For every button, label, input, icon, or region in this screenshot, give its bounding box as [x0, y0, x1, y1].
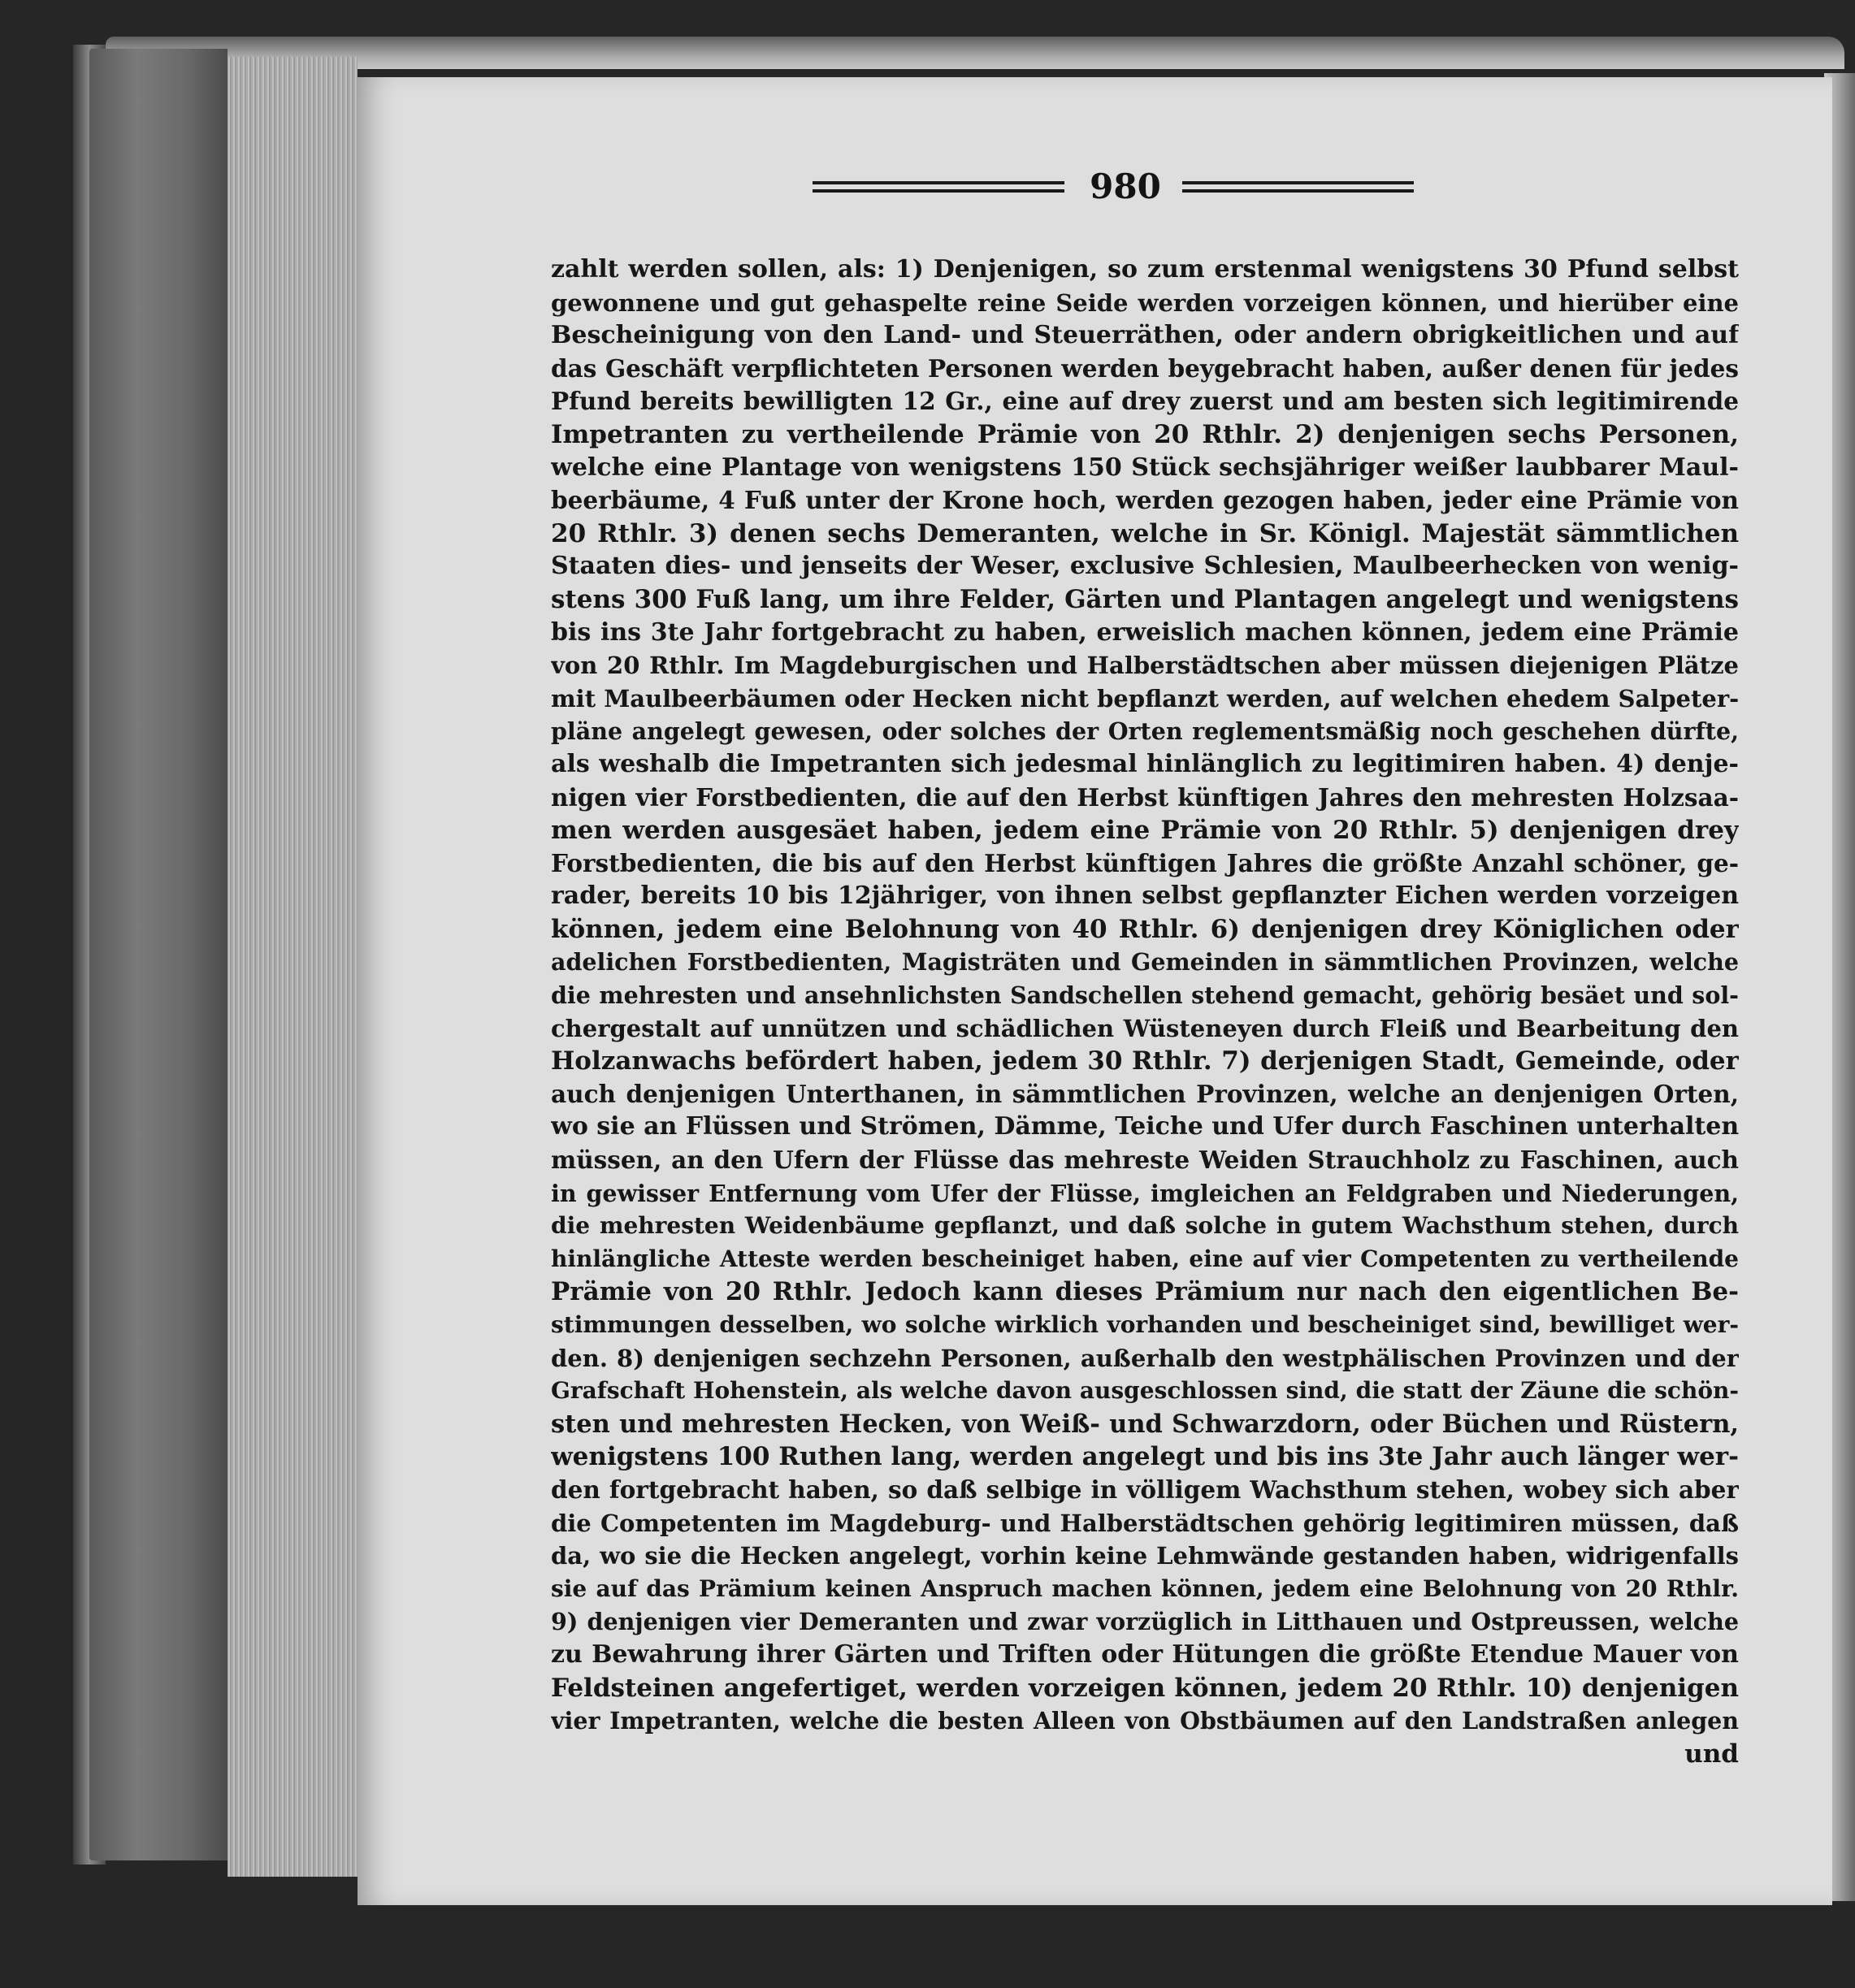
- text-line: gewonnene und gut gehaspelte reine Seide werden vorzeigen können, und hierüber eine: [551, 288, 1739, 317]
- text-line: in gewisser Entfernung vom Ufer der Flüsse, imgleichen an Feldgraben und Niederungen,: [551, 1179, 1739, 1207]
- text-line: rader, bereits 10 bis 12jähriger, von ihnen selbst gepflanzter Eichen werden vorzeigen: [551, 881, 1739, 911]
- text-line: beerbäume, 4 Fuß unter der Krone hoch, werden gezogen haben, jeder eine Prämie von: [551, 486, 1739, 515]
- text-line: wenigstens 100 Ruthen lang, werden angelegt und bis ins 3te Jahr auch länger wer-: [551, 1442, 1739, 1472]
- text-line: 20 Rthlr. 3) denen sechs Demeranten, welche in Sr. Königl. Majestät sämmtlichen: [551, 518, 1739, 548]
- text-line: stimmungen desselben, wo solche wirklich vorhanden und bescheiniget sind, bewilliget wer-: [551, 1311, 1739, 1338]
- text-line: da, wo sie die Hecken angelegt, vorhin keine Lehmwände gestanden haben, widrigenfalls: [551, 1542, 1739, 1570]
- header-rule-left: [813, 181, 1064, 193]
- book-cover: [89, 49, 228, 1860]
- text-line: die mehresten Weidenbäume gepflanzt, und daß solche in gutem Wachsthum stehen, durch: [551, 1212, 1739, 1240]
- text-line: können, jedem eine Belohnung von 40 Rthlr. 6) denjenigen drey Königlichen oder: [551, 914, 1739, 944]
- text-line: Impetranten zu vertheilende Prämie von 20 Rthlr. 2) denjenigen sechs Personen,: [551, 419, 1739, 449]
- text-line: adelichen Forstbedienten, Magisträten und Gemeinden in sämmtlichen Provinzen, welche: [551, 948, 1739, 977]
- text-line: Prämie von 20 Rthlr. Jedoch kann dieses Prämium nur nach den eigentlichen Be-: [551, 1277, 1739, 1307]
- page-number: 980: [1090, 167, 1161, 206]
- text-line: als weshalb die Impetranten sich jedesmal hinlänglich zu legitimiren haben. 4) denje-: [551, 749, 1739, 778]
- text-line: den fortgebracht haben, so daß selbige in völligem Wachsthum stehen, wobey sich aber: [551, 1475, 1739, 1504]
- text-line: Grafschaft Hohenstein, als welche davon ausgeschlossen sind, die statt der Zäune die schön-: [551, 1377, 1739, 1405]
- text-line: den. 8) denjenigen sechzehn Personen, außerhalb den westphälischen Provinzen und der: [551, 1344, 1739, 1372]
- text-line: sie auf das Prämium keinen Anspruch machen können, jedem eine Belohnung von 20 Rthlr.: [551, 1574, 1739, 1602]
- text-line: sten und mehresten Hecken, von Weiß- und Schwarzdorn, oder Büchen und Rüstern,: [551, 1409, 1739, 1439]
- text-line: stens 300 Fuß lang, um ihre Felder, Gärten und Plantagen angelegt und wenigstens: [551, 584, 1739, 614]
- header-rule-right: [1182, 181, 1414, 193]
- page-stack-edges: [228, 57, 358, 1877]
- text-line: Bescheinigung von den Land- und Steuerräthen, oder andern obrigkeitlichen und auf: [551, 321, 1739, 350]
- book-top-edge: [106, 37, 1844, 69]
- text-line: chergestalt auf unnützen und schädlichen Wüsteneyen durch Fleiß und Bearbeitung den: [551, 1014, 1739, 1042]
- text-line: die mehresten und ansehnlichsten Sandschellen stehend gemacht, gehörig besäet und sol-: [551, 981, 1739, 1010]
- text-line: nigen vier Forstbedienten, die auf den Herbst künftigen Jahres den mehresten Holzsaa-: [551, 782, 1739, 812]
- text-line: zahlt werden sollen, als: 1) Denjenigen, so zum erstenmal wenigstens 30 Pfund selbst: [551, 255, 1739, 284]
- text-line: Pfund bereits bewilligten 12 Gr., eine auf drey zuerst und am besten sich legitimirende: [551, 387, 1739, 416]
- text-line: mit Maulbeerbäumen oder Hecken nicht bepflanzt werden, auf welchen ehedem Salpeter-: [551, 684, 1739, 712]
- text-line: Forstbedienten, die bis auf den Herbst künftigen Jahres die größte Anzahl schöner, ge-: [551, 848, 1739, 877]
- body-text: [551, 253, 1739, 1770]
- text-line: von 20 Rthlr. Im Magdeburgischen und Halberstädtschen aber müssen diejenigen Plätze: [551, 652, 1739, 680]
- text-line: Feldsteinen angefertiget, werden vorzeigen können, jedem 20 Rthlr. 10) denjenigen: [551, 1673, 1739, 1703]
- page-header: [813, 167, 1414, 207]
- text-line: pläne angelegt gewesen, oder solches der Orten reglementsmäßig noch geschehen dürfte,: [551, 717, 1739, 746]
- text-line: vier Impetranten, welche die besten Alleen von Obstbäumen auf den Landstraßen anlegen: [551, 1707, 1739, 1735]
- text-line: das Geschäft verpflichteten Personen werden beygebracht haben, außer denen für jedes: [551, 353, 1739, 383]
- text-line: die Competenten im Magdeburg- und Halberstädtschen gehörig legitimiren müssen, daß: [551, 1509, 1739, 1537]
- text-line: und: [1684, 1739, 1739, 1769]
- text-line: bis ins 3te Jahr fortgebracht zu haben, erweislich machen können, jedem eine Prämie: [551, 617, 1739, 647]
- text-line: men werden ausgesäet haben, jedem eine Prämie von 20 Rthlr. 5) denjenigen drey: [551, 816, 1739, 846]
- text-line: Holzanwachs befördert haben, jedem 30 Rthlr. 7) derjenigen Stadt, Gemeinde, oder: [551, 1046, 1739, 1076]
- text-line: welche eine Plantage von wenigstens 150 Stück sechsjähriger weißer laubbarer Maul-: [551, 453, 1739, 482]
- text-line: hinlängliche Atteste werden bescheiniget haben, eine auf vier Competenten zu vertheilende: [551, 1245, 1739, 1272]
- text-line: müssen, an den Ufern der Flüsse das mehreste Weiden Strauchholz zu Faschinen, auch: [551, 1146, 1739, 1175]
- text-line: wo sie an Flüssen und Strömen, Dämme, Teiche und Ufer durch Faschinen unterhalten: [551, 1112, 1739, 1141]
- text-line: 9) denjenigen vier Demeranten und zwar vorzüglich in Litthauen und Ostpreussen, welche: [551, 1608, 1739, 1636]
- text-line: zu Bewahrung ihrer Gärten und Triften oder Hütungen die größte Etendue Mauer von: [551, 1639, 1739, 1669]
- text-line: auch denjenigen Unterthanen, in sämmtlichen Provinzen, welche an denjenigen Orten,: [551, 1079, 1739, 1108]
- text-line: Staaten dies- und jenseits der Weser, exclusive Schlesien, Maulbeerhecken von wenig-: [551, 552, 1739, 581]
